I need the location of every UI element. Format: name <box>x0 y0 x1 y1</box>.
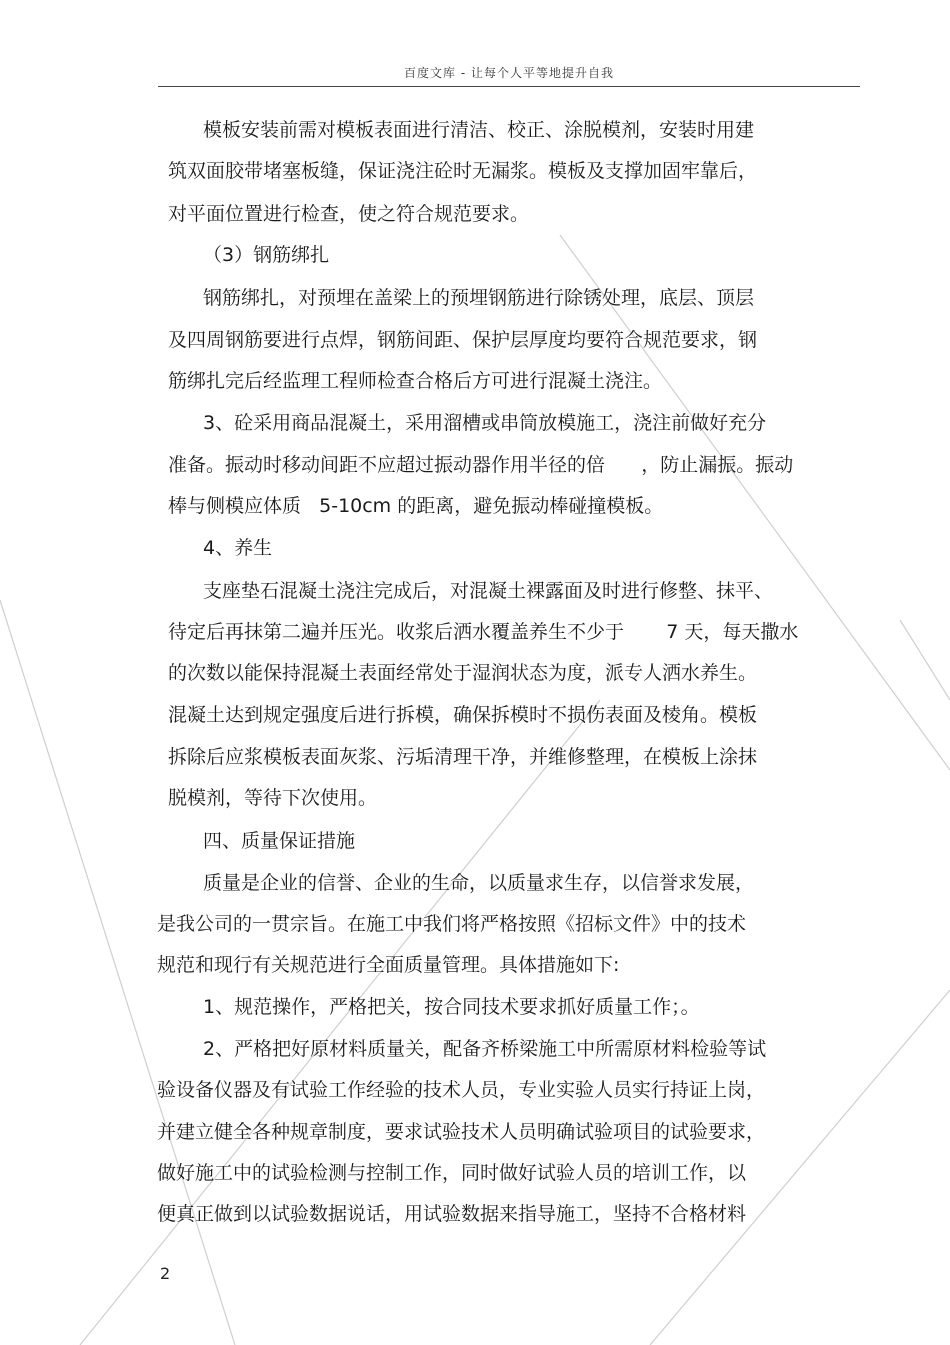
body-line: 筋绑扎完后经监理工程师检查合格后方可进行混凝土浇注。 <box>168 370 663 392</box>
header-divider <box>158 86 860 87</box>
body-line: 对平面位置进行检查，使之符合规范要求。 <box>168 203 530 225</box>
body-line: 待定后再抹第二遍并压光。收浆后洒水覆盖养生不少于 7 天，每天撒水 <box>168 621 799 643</box>
page-number: 2 <box>160 1264 171 1283</box>
body-line: 支座垫石混凝土浇注完成后，对混凝土裸露面及时进行修整、抹平、 <box>203 580 774 602</box>
section-heading: （3）钢筋绑扎 <box>203 244 330 266</box>
body-line: 质量是企业的信誉、企业的生命，以质量求生存，以信誉求发展， <box>203 872 755 894</box>
body-line: 混凝土达到规定强度后进行拆模，确保拆模时不损伤表面及棱角。模板 <box>168 704 758 726</box>
body-line: 拆除后应浆模板表面灰浆、污垢清理干净，并维修整理，在模板上涂抹 <box>168 746 758 768</box>
body-line: 规范和现行有关规范进行全面质量管理。具体措施如下: <box>157 954 620 976</box>
body-line: 准备。振动时移动间距不应超过振动器作用半径的倍 ，防止漏振。振动 <box>168 454 794 476</box>
body-line: 筑双面胶带堵塞板缝，保证浇注砼时无漏浆。模板及支撑加固牢靠后， <box>168 160 758 182</box>
body-line: 做好施工中的试验检测与控制工作，同时做好试验人员的培训工作，以 <box>157 1162 747 1184</box>
body-line: 钢筋绑扎，对预埋在盖梁上的预埋钢筋进行除锈处理，底层、顶层 <box>203 287 755 309</box>
body-line: 验设备仪器及有试验工作经验的技术人员，专业实验人员实行持证上岗， <box>157 1079 766 1101</box>
body-line: 便真正做到以试验数据说话，用试验数据来指导施工，坚持不合格材料 <box>157 1203 747 1225</box>
body-line: 2、严格把好原材料质量关，配备齐桥梁施工中所需原材料检验等试 <box>203 1038 767 1060</box>
body-line: 的次数以能保持混凝土表面经常处于湿润状态为度，派专人洒水养生。 <box>168 662 758 684</box>
body-line: 及四周钢筋要进行点焊，钢筋间距、保护层厚度均要符合规范要求，钢 <box>168 329 758 351</box>
body-line: 并建立健全各种规章制度，要求试验技术人员明确试验项目的试验要求， <box>157 1121 766 1143</box>
body-line: 模板安装前需对模板表面进行清洁、校正、涂脱模剂，安装时用建 <box>203 119 755 141</box>
page-header: 百度文库 - 让每个人平等地提升自我 <box>404 66 614 80</box>
section-heading: 四、质量保证措施 <box>203 830 356 852</box>
body-line: 脱模剂，等待下次使用。 <box>168 787 378 809</box>
section-heading: 4、养生 <box>203 537 273 559</box>
body-line: 1、规范操作，严格把关，按合同技术要求抓好质量工作；。 <box>203 996 700 1018</box>
body-line: 棒与侧模应体质 5-10cm 的距离，避免振动棒碰撞模板。 <box>168 495 664 517</box>
body-line: 3、砼采用商品混凝土，采用溜槽或串筒放模施工，浇注前做好充分 <box>203 412 767 434</box>
body-line: 是我公司的一贯宗旨。在施工中我们将严格按照《招标文件》中的技术 <box>157 913 747 935</box>
